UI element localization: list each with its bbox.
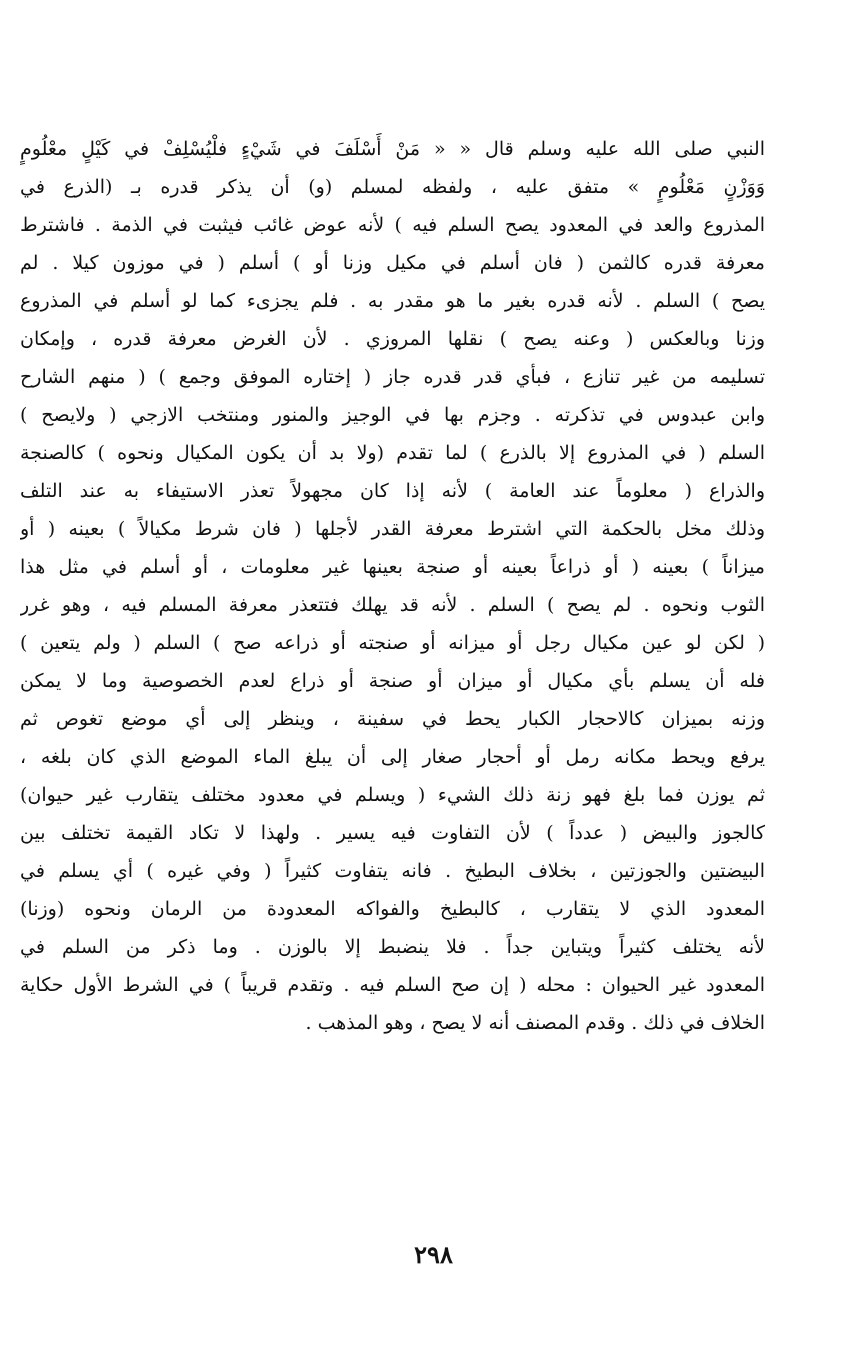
text-line-18: ثم يوزن فما بلغ فهو زنة ذلك الشيء ( ويسلم في معدود مختلف يتقارب غير حيوان): [20, 784, 765, 806]
text-line-3: المذروع والعد في المعدود يصح السلم فيه ) لأنه عوض غائب فيثبت في الذمة . فاشترط: [20, 214, 765, 236]
text-line-24: الخلاف في ذلك . وقدم المصنف أنه لا يصح ، وهو المذهب .: [305, 1012, 765, 1034]
text-line-22: لأنه يختلف كثيراً ويتباين جداً . فلا ينضبط إلا بالوزن . وما ذكر من السلم في: [20, 936, 765, 958]
body-text: [20, 130, 765, 1042]
text-line-8: وابن عبدوس في تذكرته . وجزم بها في الوجيز والمنور ومنتخب الازجي ( ولايصح ): [20, 404, 765, 426]
text-line-10: والذراع ( معلوماً عند العامة ) لأنه إذا كان مجهولاً تعذر الاستيفاء به عند التلف: [20, 480, 765, 502]
text-line-13: الثوب ونحوه . لم يصح ) السلم . لأنه قد يهلك فتتعذر معرفة المسلم فيه ، وهو غرر: [20, 594, 765, 616]
text-line-23: المعدود غير الحيوان : محله ( إن صح السلم فيه . وتقدم قريباً ) في الشرط الأول حكاية: [20, 974, 765, 996]
page-number: ٢٩٨: [414, 1240, 453, 1269]
text-line-4: معرفة قدره كالثمن ( فان أسلم في مكيل وزنا أو ) أسلم ( في موزون كيلا . لم: [20, 252, 765, 274]
text-line-15: فله أن يسلم بأي مكيال أو ميزان أو صنجة أو ذراع لعدم الخصوصية وما لا يمكن: [20, 670, 765, 692]
text-line-9: السلم ( في المذروع إلا بالذرع ) لما تقدم (ولا بد أن يكون المكيال ونحوه ) كالصنجة: [20, 442, 765, 464]
text-line-6: وزنا وبالعكس ( وعنه يصح ) نقلها المروزي . لأن الغرض معرفة قدره ، وإمكان: [20, 328, 765, 350]
text-line-12: ميزاناً ) بعينه ( أو ذراعاً بعينه أو صنجة بعينها غير معلومات ، أو أسلم في مثل هذا: [20, 556, 765, 578]
text-line-5: يصح ) السلم . لأنه قدره بغير ما هو مقدر به . فلم يجزىء كما لو أسلم في المذروع: [20, 290, 765, 312]
text-line-16: وزنه بميزان كالاحجار الكبار يحط في سفينة ، وينظر إلى أي موضع تغوص ثم: [20, 708, 765, 730]
text-line-20: البيضتين والجوزتين ، بخلاف البطيخ . فانه يتفاوت كثيراً ( وفي غيره ) أي يسلم في: [20, 860, 765, 882]
text-line-11: وذلك مخل بالحكمة التي اشترط معرفة القدر لأجلها ( فان شرط مكيالاً ) بعينه ( أو: [20, 518, 765, 540]
text-line-1: النبي صلى الله عليه وسلم قال « « مَنْ أَسْلَفَ في شَيْءٍ فلْيُسْلِفْ في كَيْلٍ معْلُومٍ: [20, 138, 765, 160]
text-line-2: وَوَزْنٍ مَعْلُومٍ » متفق عليه ، ولفظه لمسلم (و) أن يذكر قدره بـ (الذرع في: [20, 176, 765, 198]
text-line-17: يرفع ويحط مكانه رمل أو أحجار صغار إلى أن يبلغ الماء الموضع الذي كان بلغه ،: [20, 746, 765, 768]
text-line-19: كالجوز والبيض ( عدداً ) لأن التفاوت فيه يسير . ولهذا لا تكاد القيمة تختلف بين: [20, 822, 765, 844]
text-line-7: تسليمه من غير تنازع ، فبأي قدر قدره جاز ( إختاره الموفق وجمع ) ( منهم الشارح: [20, 366, 765, 388]
text-line-14: ( لكن لو عين مكيال رجل أو ميزانه أو صنجته أو ذراعه صح ) السلم ( ولم يتعين ): [20, 632, 765, 654]
text-line-21: المعدود الذي لا يتقارب ، كالبطيخ والفواكه المعدودة من الرمان ونحوه (وزنا): [20, 898, 765, 920]
